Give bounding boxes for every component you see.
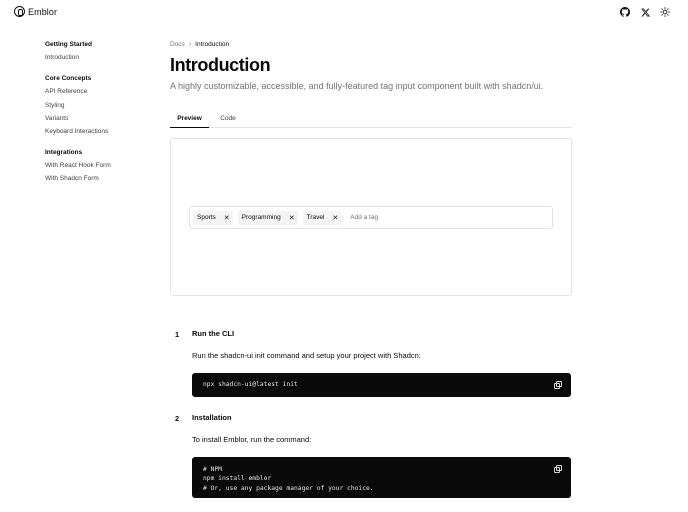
main-content xyxy=(170,40,572,222)
code-block xyxy=(192,373,571,397)
step-description: To install Emblor, run the command: xyxy=(192,435,312,444)
sidebar-item-keyboard-interactions[interactable]: Keyboard Interactions xyxy=(45,127,109,135)
sidebar-item-shadcn-form[interactable]: With Shadcn Form xyxy=(45,175,99,183)
emblor-logo-icon xyxy=(14,6,25,17)
theme-toggle-icon[interactable] xyxy=(660,7,670,17)
step-description: Run the shadcn-ui init command and setup your project with Shadcn: xyxy=(192,351,421,360)
step-title: Run the CLI xyxy=(192,329,235,338)
code-line: npx shadcn-ui@latest init xyxy=(203,381,298,388)
tab-preview[interactable]: Preview xyxy=(170,113,209,128)
step-title: Installation xyxy=(192,413,232,422)
page-title: Introduction xyxy=(170,55,271,75)
sidebar-nav xyxy=(45,40,155,195)
breadcrumb-current: Introduction xyxy=(195,41,230,48)
code-line: # Or, use any package manager of your choice. xyxy=(203,484,374,492)
sidebar-item-react-hook-form[interactable]: With React Hook Form xyxy=(45,162,111,170)
code-line: npm install emblor xyxy=(203,475,272,483)
preview-panel xyxy=(170,138,572,296)
sidebar-group-title: Getting Started xyxy=(45,41,92,48)
remove-tag-icon[interactable]: ✕ xyxy=(223,214,230,222)
preview-code-tabs xyxy=(170,113,572,128)
tag-chip xyxy=(193,211,233,225)
tag-label: Sports xyxy=(197,214,216,221)
breadcrumb xyxy=(170,40,572,49)
breadcrumb-docs-link[interactable]: Docs xyxy=(170,41,185,48)
brand-name: Emblor xyxy=(28,6,58,17)
sidebar-group-getting-started xyxy=(45,40,155,62)
code-block xyxy=(192,457,571,498)
tab-code[interactable]: Code xyxy=(220,115,236,122)
sidebar-item-variants[interactable]: Variants xyxy=(45,114,69,122)
step-number: 1 xyxy=(175,330,180,339)
sidebar-group-core-concepts xyxy=(45,74,155,136)
tag-chip xyxy=(238,211,298,225)
tag-chip xyxy=(303,211,342,225)
sidebar-group-title: Core Concepts xyxy=(45,75,92,83)
brand-link[interactable] xyxy=(14,6,57,17)
add-tag-input[interactable]: Add a tag xyxy=(350,214,379,221)
sidebar-group-integrations xyxy=(45,148,155,183)
github-icon[interactable] xyxy=(620,7,630,17)
sidebar-group-title: Integrations xyxy=(45,148,83,156)
sidebar-item-api-reference[interactable]: API Reference xyxy=(45,88,88,96)
sidebar-item-styling[interactable]: Styling xyxy=(45,101,65,109)
tag-label: Travel xyxy=(306,214,325,221)
header-actions xyxy=(620,7,670,17)
top-header xyxy=(0,0,688,26)
tag-input[interactable] xyxy=(189,206,553,229)
step-number: 2 xyxy=(175,414,180,423)
x-icon[interactable] xyxy=(640,7,650,17)
chevron-right-icon: › xyxy=(188,41,192,48)
remove-tag-icon[interactable]: ✕ xyxy=(288,214,295,222)
page-subtitle: A highly customizable, accessible, and fully-featured tag input component built with shadcn/ui. xyxy=(170,81,544,91)
sidebar-item-introduction[interactable]: Introduction xyxy=(45,54,79,62)
remove-tag-icon[interactable]: ✕ xyxy=(332,214,339,222)
copy-icon[interactable] xyxy=(554,381,561,388)
copy-icon[interactable] xyxy=(554,465,561,472)
code-line: # NPM xyxy=(203,466,222,473)
tag-label: Programming xyxy=(241,214,281,221)
